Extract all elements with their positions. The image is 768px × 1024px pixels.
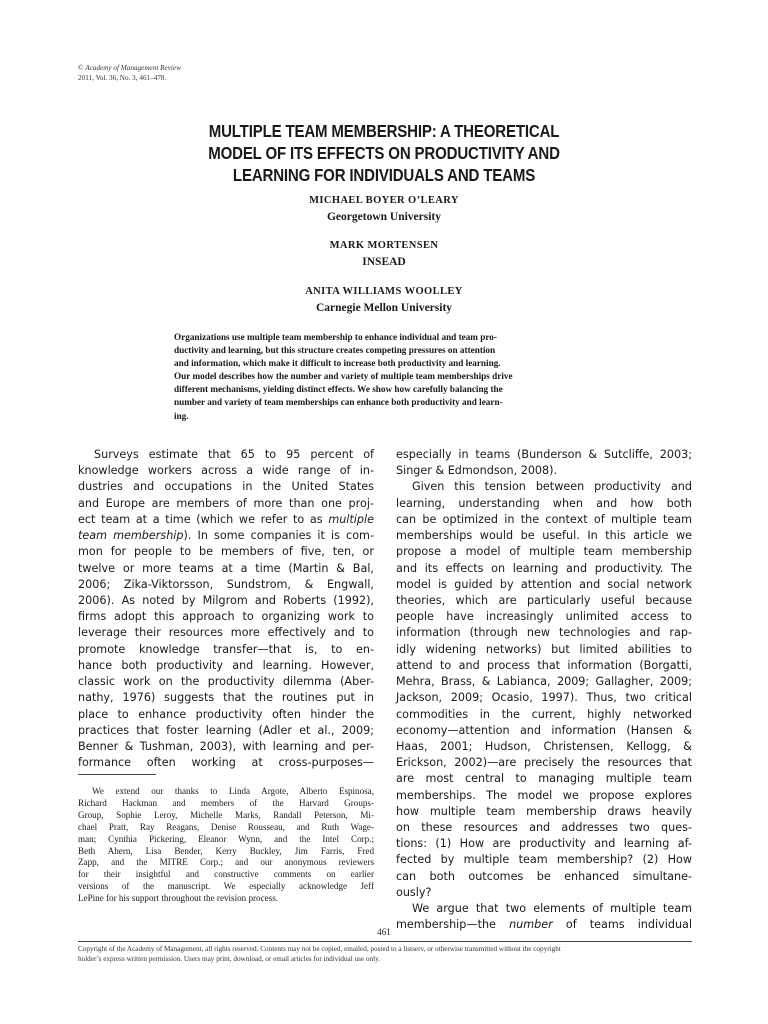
body-line: commodities in the current, highly networked xyxy=(396,707,692,721)
right-column-body xyxy=(396,447,692,934)
italic-term: number xyxy=(509,918,553,932)
author-name: MICHAEL BOYER O’LEARY xyxy=(309,195,459,206)
body-line: attend to and process that information (Borgatti, xyxy=(396,658,692,672)
acknowledgment-footnote xyxy=(78,786,374,905)
body-line: Jackson, 2009; Ocasio, 1997). Thus, two critical xyxy=(396,691,692,705)
body-line: people have increasingly unlimited access to xyxy=(396,610,692,624)
copyright-notice xyxy=(78,945,692,965)
body-line: Singer & Edmondson, 2008). xyxy=(396,464,558,478)
abstract-line: number and variety of team memberships can enhance both productivity and learn- xyxy=(174,397,503,408)
body-line: tions: (1) How are productivity and learning af- xyxy=(396,837,692,851)
title-line: MULTIPLE TEAM MEMBERSHIP: A THEORETICAL xyxy=(208,121,560,141)
body-line: We argue that two elements of multiple team xyxy=(412,902,692,916)
body-line: on these resources and addresses two ques- xyxy=(396,821,692,835)
journal-citation: 2011, Vol. 36, No. 3, 461–478. xyxy=(78,74,167,82)
body-line: formance often working at cross-purposes— xyxy=(78,756,374,770)
body-line: practices that foster learning (Adler et al., 2009; xyxy=(78,723,374,737)
left-column-body xyxy=(78,447,374,771)
body-line: knowledge workers across a wide range of in- xyxy=(78,464,374,478)
italic-term: team membership xyxy=(78,529,184,543)
body-line: mon for people to be members of five, ten, or xyxy=(78,545,374,559)
abstract-line: Organizations use multiple team membership to enhance individual and team pro- xyxy=(174,332,497,342)
body-line: especially in teams (Bunderson & Sutcliffe, 2003; xyxy=(396,448,692,461)
body-line: dustries and occupations in the United States xyxy=(78,480,374,494)
abstract-line: different mechanisms, yielding distinct effects. We show how carefully balancing the xyxy=(174,384,503,395)
author-affiliation: Carnegie Mellon University xyxy=(315,302,453,314)
body-line: and Europe are members of more than one proj- xyxy=(78,496,374,510)
abstract-line: Our model describes how the number and variety of multiple team memberships drive xyxy=(174,371,513,382)
body-line: model is guided by attention and social network xyxy=(396,577,692,591)
body-line: theories, which are particularly useful because xyxy=(396,593,692,607)
body-line: Surveys estimate that 65 to 95 percent of xyxy=(94,448,374,461)
author-block xyxy=(184,238,584,270)
footnote-line: versions of the manuscript. We especially acknowledge Jeff xyxy=(78,881,374,892)
title-line: LEARNING FOR INDIVIDUALS AND TEAMS xyxy=(232,165,536,185)
body-line: ously? xyxy=(396,885,432,899)
footnote-line: Group, Sophie Leroy, Michelle Marks, Randall Peterson, Mi- xyxy=(78,809,374,820)
body-line: leverage their resources more effectively and to xyxy=(78,626,374,640)
italic-term: multiple xyxy=(328,512,374,526)
body-line: promote knowledge transfer—that is, to en- xyxy=(78,642,374,656)
body-line: firms adopt this approach to organizing work to xyxy=(78,610,374,624)
footnote-line: man; Cynthia Pickering, Eleanor Wynn, and the Intel Corp.; xyxy=(78,833,374,844)
footnote-line: Richard Hackman and members of the Harvard Groups- xyxy=(78,797,374,808)
body-line: learning, understanding when and how both xyxy=(396,496,692,510)
page-number: 461 xyxy=(377,927,391,937)
abstract-line: ductivity and learning, but this structure creates competing pressures on attention xyxy=(174,345,496,356)
abstract-line: and information, which make it difficult to increase both productivity and learning. xyxy=(174,358,501,369)
body-line xyxy=(78,512,374,528)
body-text: ). In some companies it is com- xyxy=(183,529,374,543)
body-line: memberships would be useful. In this article we xyxy=(396,529,692,543)
body-line: place to enhance productivity often hinder the xyxy=(78,707,374,721)
footnote-divider xyxy=(78,774,156,775)
body-line: are most central to managing multiple team xyxy=(396,772,692,786)
body-line: propose a model of multiple team membership xyxy=(396,545,692,559)
body-line: 2006; Zika-Viktorsson, Sundstrom, & Engwall, xyxy=(78,577,374,591)
body-line: can be optimized in the context of multiple team xyxy=(396,512,692,526)
body-line: fected by multiple team membership? (2) How xyxy=(396,853,692,867)
body-line: and its effects on learning and productivity. The xyxy=(396,561,692,575)
footnote-line: LePine for his support throughout the revision process. xyxy=(78,893,279,904)
footnote-line: chael Pratt, Ray Reagans, Denise Rousseau, and Ruth Wage- xyxy=(78,821,374,832)
body-line: information (through new technologies and rap- xyxy=(396,626,692,640)
footnote-line: Zapp, and the MITRE Corp.; and our anonymous reviewers xyxy=(78,857,374,868)
author-affiliation: Georgetown University xyxy=(326,211,442,223)
body-text: ect team at a time (which we refer to as xyxy=(78,512,329,526)
journal-name: Academy of Management Review xyxy=(85,64,181,72)
body-line: hance both productivity and learning. However, xyxy=(78,658,374,672)
body-line: memberships. The model we propose explores xyxy=(396,788,692,802)
body-line: Erickson, 2002)—are precisely the resources that xyxy=(396,756,692,770)
author-block xyxy=(184,284,584,316)
abstract-line: ing. xyxy=(174,410,189,421)
copyright-symbol: © xyxy=(78,64,84,72)
journal-info xyxy=(78,63,181,83)
body-line: Mehra, Brass, & Labianca, 2009; Gallagher, 2009; xyxy=(396,675,692,689)
author-name: MARK MORTENSEN xyxy=(329,240,439,251)
body-line: twelve or more teams at a time (Martin & Bal, xyxy=(78,561,374,575)
body-line: how multiple team membership draws heavily xyxy=(396,804,692,818)
body-line xyxy=(78,528,374,544)
footnote-line: for their insightful and constructive comments on earlier xyxy=(78,869,374,880)
body-line: idly widening networks) but limited abilities to xyxy=(396,642,692,656)
copyright-divider xyxy=(78,941,692,942)
article-title xyxy=(140,120,628,186)
body-line: Haas, 2001; Hudson, Christensen, Kellogg, & xyxy=(396,739,692,753)
body-line: Given this tension between productivity and xyxy=(412,480,692,494)
title-line: MODEL OF ITS EFFECTS ON PRODUCTIVITY AND xyxy=(208,143,560,163)
body-text: of teams individual xyxy=(552,918,692,932)
author-affiliation: INSEAD xyxy=(362,256,406,268)
footnote-line: We extend our thanks to Linda Argote, Alberto Espinosa, xyxy=(92,786,374,796)
body-line: economy—attention and information (Hansen & xyxy=(396,723,692,737)
body-line: Benner & Tushman, 2003), with learning and per- xyxy=(78,739,374,753)
body-line: 2006). As noted by Milgrom and Roberts (1992), xyxy=(78,593,374,607)
abstract xyxy=(174,331,594,423)
copyright-line: holder’s express written permission. Users may print, download, or email articles for individual use only. xyxy=(78,954,381,963)
author-block xyxy=(184,193,584,225)
copyright-line: Copyright of the Academy of Management, all rights reserved. Contents may not be copied, emailed, posted to a listserv, or otherwise transmitted without the copyright xyxy=(78,945,561,953)
footnote-line: Beth Ahern, Lisa Bender, Kerry Buckley, Jim Farris, Fred xyxy=(78,845,374,856)
body-line: classic work on the productivity dilemma (Aber- xyxy=(78,675,374,689)
author-name: ANITA WILLIAMS WOOLLEY xyxy=(305,286,463,297)
body-text: membership—the xyxy=(396,918,510,932)
body-line: nathy, 1976) suggests that the routines put in xyxy=(78,691,374,705)
body-line: can both outcomes be enhanced simultane- xyxy=(396,869,692,883)
